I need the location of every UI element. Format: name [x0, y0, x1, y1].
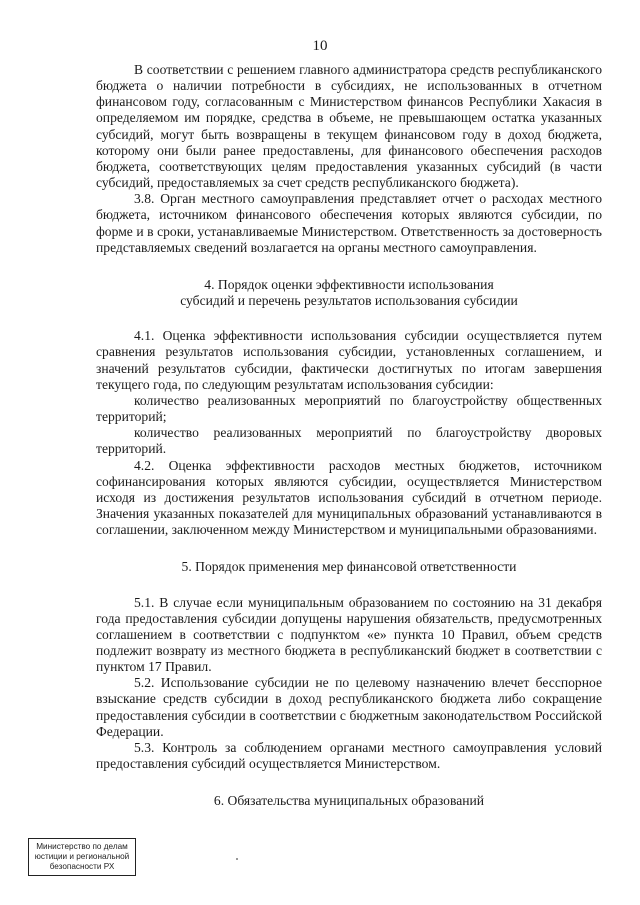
paragraph-5-1: 5.1. В случае если муниципальным образованием по состоянию на 31 декабря года предоставления субсидии допущены нарушения обязательств, предусмотренных соглашением в соответствии с подпунктом «е» пункта 10 Правил, объем средств подлежит возврату из местного бюджета в республиканский бюджет в соответствии с пунктом 17 Правил. [96, 594, 602, 675]
stamp-line-1: Министерство по делам [36, 842, 128, 851]
paragraph-4-2: 4.2. Оценка эффективности расходов местных бюджетов, источником софинансирования которых являются субсидии, осуществляется Министерством исходя из достижения результатов использования субсидий в отчетном периоде. Значения указанных показателей для муниципальных образований устанавливаются в соглашении, заключенном между Министерством и муниципальными образованиями. [96, 457, 602, 538]
paragraph-4-1: 4.1. Оценка эффективности использования субсидии осуществляется путем сравнения результатов использования субсидии, установленных соглашением, и значений результатов субсидии, фактически достигнутых по итогам завершения текущего года, по следующим результатам использования субсидии: [96, 328, 602, 392]
paragraph-public-territories: количество реализованных мероприятий по благоустройству общественных территорий; [96, 392, 602, 425]
section-5-heading: 5. Порядок применения мер финансовой ответственности [181, 559, 517, 575]
section-4-heading-line1: 4. Порядок оценки эффективности использования [204, 276, 494, 292]
ministry-stamp [28, 838, 136, 876]
section-4-heading-line2: субсидий и перечень результатов использования субсидии [180, 293, 518, 309]
paragraph-5-3: 5.3. Контроль за соблюдением органами местного самоуправления условий предоставления субсидий осуществляется Министерством. [96, 739, 602, 772]
scan-speck [236, 858, 238, 860]
section-6-heading: 6. Обязательства муниципальных образований [213, 793, 485, 809]
paragraph-subsidy-return: В соответствии с решением главного администратора средств республиканского бюджета о наличии потребности в субсидиях, не использованных в отчетном финансовом году, согласованным с Министерством финансов Республики Хакасия в определяемом им порядке, средства в объеме, не превышающем остатка указанных субсидий, могут быть возвращены в текущем финансовом году в доход бюджета, которому они были ранее предоставлены, для финансового обеспечения расходов бюджета, соответствующих целям предоставления указанных субсидий (в части субсидий, предоставляемых за счет средств республиканского бюджета). [96, 62, 602, 191]
stamp-line-2: юстиции и региональной [34, 852, 130, 861]
paragraph-5-2: 5.2. Использование субсидии не по целевому назначению влечет бесспорное взыскание средств субсидии в доход республиканского бюджета либо сокращение предоставления субсидии в соответствии с бюджетным законодательством Российской Федерации. [96, 675, 602, 739]
paragraph-yard-territories: количество реализованных мероприятий по благоустройству дворовых территорий. [96, 425, 602, 457]
document-body [96, 62, 602, 809]
paragraph-3-8: 3.8. Орган местного самоуправления представляет отчет о расходах местного бюджета, источником финансового обеспечения которых являются субсидии, по форме и в сроки, устанавливаемые Министерством. Ответственность за достоверность представляемых сведений возлагается на органы местного самоуправления. [96, 191, 602, 255]
stamp-line-3: безопасности РХ [49, 862, 115, 871]
section-4-heading [96, 277, 602, 309]
page-number: 10 [312, 38, 328, 54]
